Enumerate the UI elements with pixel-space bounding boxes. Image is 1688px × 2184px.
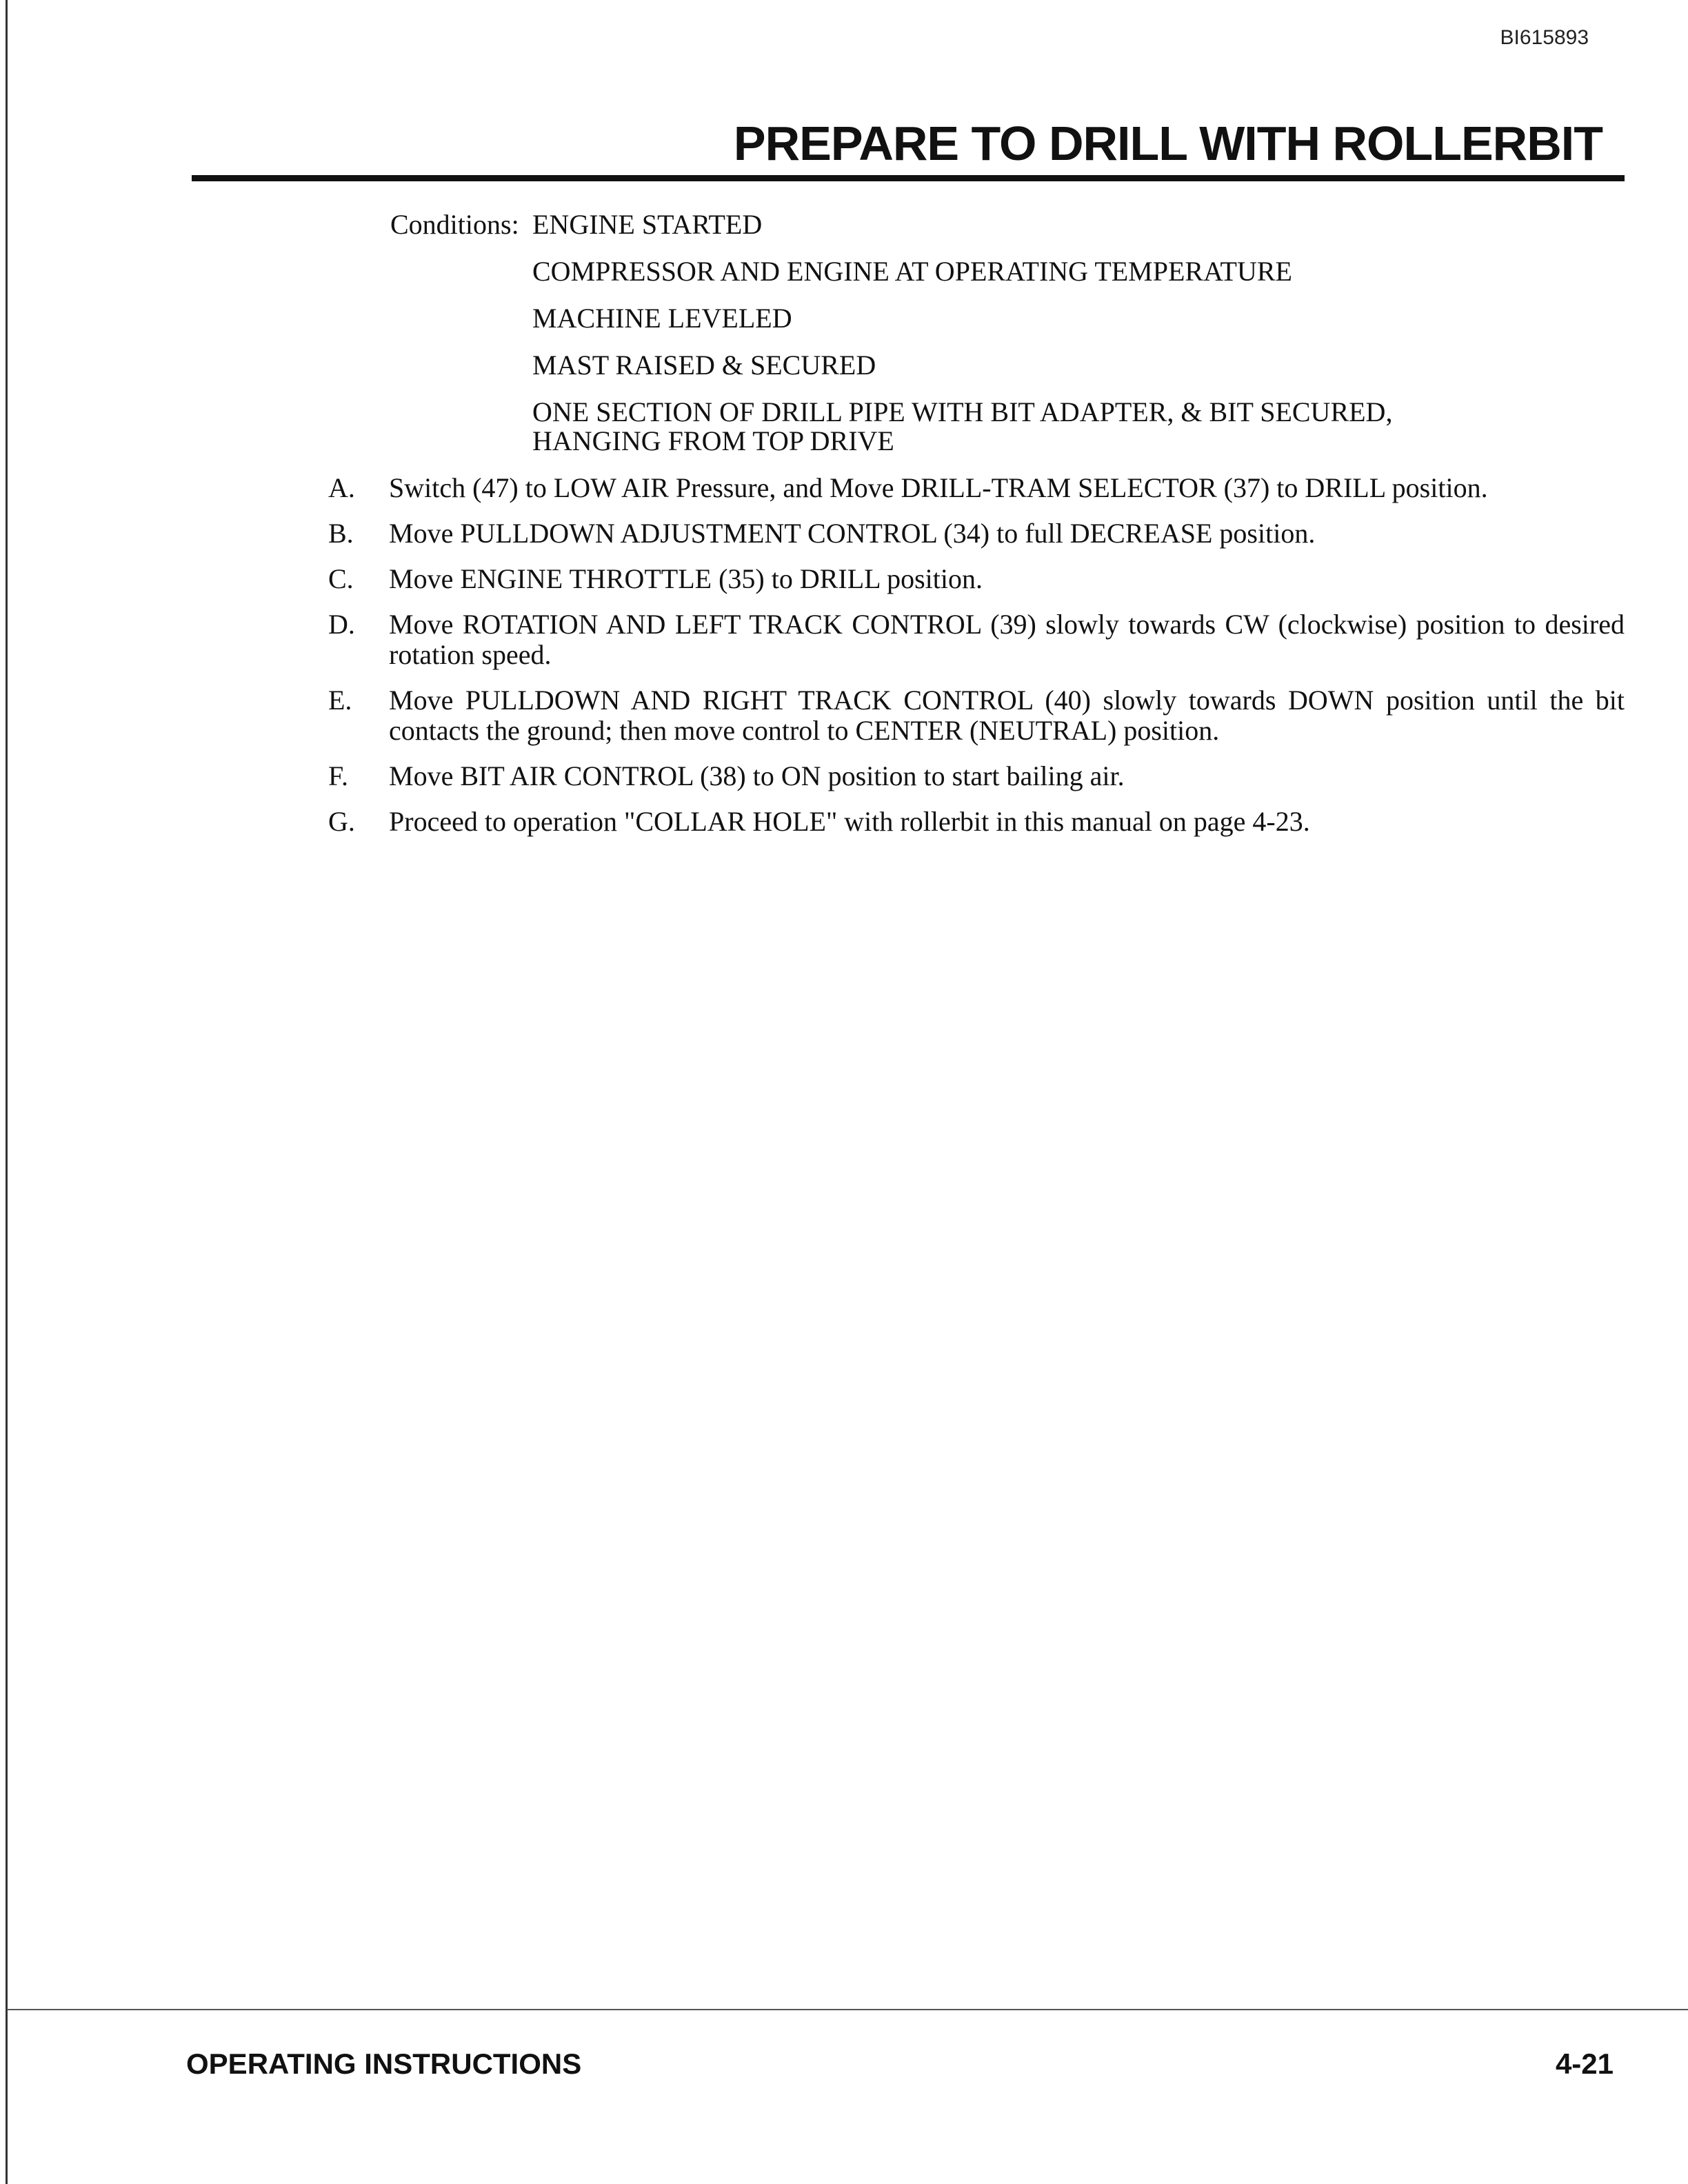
step-text: Move PULLDOWN ADJUSTMENT CONTROL (34) to full DECREASE position. — [389, 518, 1316, 549]
condition-item: MACHINE LEVELED — [532, 303, 792, 334]
step-text: Switch (47) to LOW AIR Pressure, and Move DRILL-TRAM SELECTOR (37) to DRILL position. — [389, 472, 1488, 503]
steps-list — [328, 473, 1625, 852]
step-text: Move ROTATION AND LEFT TRACK CONTROL (39) slowly towards CW (clockwise) position to desired rotation speed. — [389, 609, 1625, 670]
footer-rule — [7, 2009, 1688, 2010]
step-c — [328, 564, 1625, 594]
step-letter: G. — [328, 806, 355, 837]
step-d — [328, 609, 1625, 670]
document-id: BI615893 — [1500, 26, 1589, 49]
step-text: Proceed to operation "COLLAR HOLE" with rollerbit in this manual on page 4-23. — [389, 806, 1310, 837]
condition-item: MAST RAISED & SECURED — [532, 350, 876, 381]
step-e — [328, 685, 1625, 746]
step-b — [328, 518, 1625, 549]
step-letter: B. — [328, 518, 354, 549]
step-letter: A. — [328, 472, 355, 503]
conditions-label: Conditions: — [390, 209, 519, 240]
step-letter: F. — [328, 760, 349, 791]
page-left-edge — [6, 0, 8, 2184]
page-title: PREPARE TO DRILL WITH ROLLERBIT — [733, 117, 1602, 170]
condition-item: COMPRESSOR AND ENGINE AT OPERATING TEMPERATURE — [532, 256, 1292, 287]
step-text: Move ENGINE THROTTLE (35) to DRILL position. — [389, 563, 983, 594]
step-g — [328, 807, 1625, 837]
title-rule — [192, 175, 1625, 181]
step-text: Move BIT AIR CONTROL (38) to ON position to start bailing air. — [389, 760, 1125, 791]
step-text: Move PULLDOWN AND RIGHT TRACK CONTROL (40) slowly towards DOWN position until the bit contacts the ground; then move control to CENTER (NEUTRAL) position. — [389, 685, 1625, 746]
step-letter: D. — [328, 609, 355, 640]
conditions-row — [390, 210, 1631, 474]
footer-section-title: OPERATING INSTRUCTIONS — [186, 2048, 582, 2080]
step-letter: E. — [328, 685, 352, 716]
step-a — [328, 473, 1625, 503]
step-f — [328, 761, 1625, 791]
step-letter: C. — [328, 563, 354, 594]
conditions-list — [532, 210, 1631, 474]
condition-item: ENGINE STARTED — [532, 209, 763, 240]
conditions-block — [390, 210, 1631, 492]
page-number: 4-21 — [1555, 2048, 1614, 2080]
condition-item: ONE SECTION OF DRILL PIPE WITH BIT ADAPTER, & BIT SECURED, HANGING FROM TOP DRIVE — [532, 396, 1393, 456]
